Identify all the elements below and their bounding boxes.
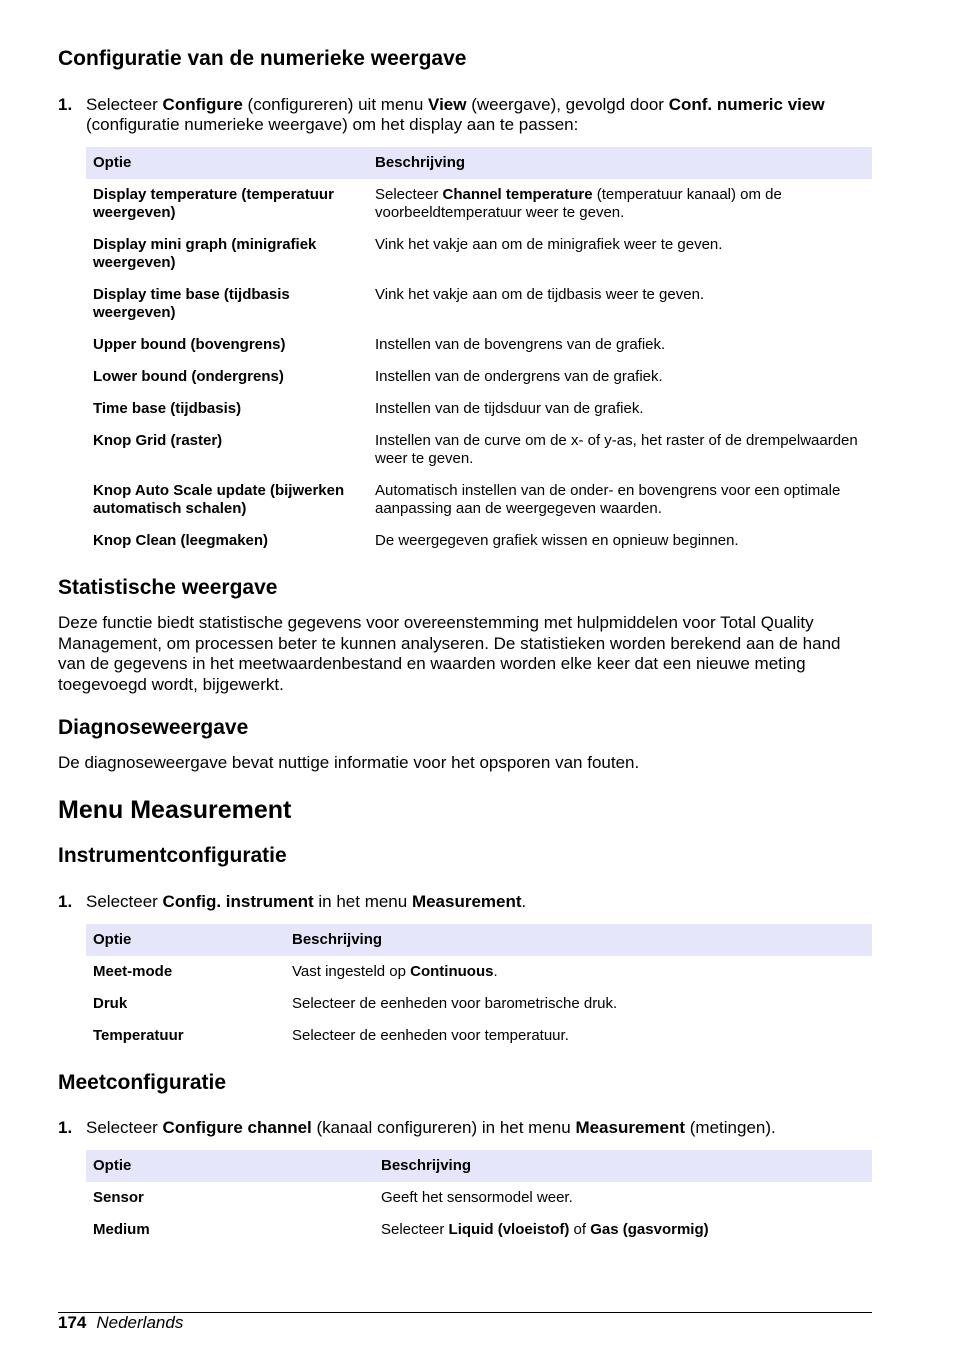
description-cell: Automatisch instellen van de onder- en bovengrens voor een optimale aanpassing aan de weergegeven waarden.	[375, 482, 841, 517]
step-text: Selecteer Configure channel (kanaal configureren) in het menu Measurement (metingen).	[86, 1118, 776, 1137]
step-number: 1.	[58, 892, 73, 911]
description-cell: Selecteer Liquid (vloeistof) of Gas (gasvormig)	[381, 1221, 709, 1238]
section-heading-diagnostics: Diagnoseweergave	[58, 716, 249, 739]
description-cell: Vink het vakje aan om de tijdbasis weer te geven.	[375, 286, 705, 303]
options-table-instrument	[86, 924, 872, 1052]
section-heading-statistics: Statistische weergave	[58, 576, 278, 599]
option-cell: Medium	[93, 1221, 150, 1238]
table-row	[86, 329, 872, 361]
column-header-description: Beschrijving	[374, 1150, 872, 1182]
table-row	[86, 956, 872, 988]
description-cell: Vink het vakje aan om de minigrafiek weer te geven.	[375, 236, 723, 253]
description-cell: Selecteer de eenheden voor temperatuur.	[292, 1027, 569, 1044]
table-row	[86, 229, 872, 279]
option-cell: Druk	[93, 995, 128, 1012]
column-header-option: Optie	[86, 924, 285, 956]
option-cell: Display mini graph (minigrafiek weergeven)	[93, 236, 317, 271]
description-cell: Instellen van de bovengrens van de grafiek.	[375, 336, 666, 353]
options-table-numeric	[86, 147, 872, 557]
page-footer	[58, 1312, 183, 1333]
option-cell: Knop Clean (leegmaken)	[93, 532, 269, 549]
option-cell: Temperatuur	[93, 1027, 184, 1044]
step-text: Selecteer Configure (configureren) uit menu View (weergave), gevolgd door Conf. numeric view (configuratie numerieke weergave) om het display aan te passen:	[86, 95, 825, 134]
table-header-row	[86, 1150, 872, 1182]
section-heading-instrument: Instrumentconfiguratie	[58, 844, 287, 867]
option-cell: Display temperature (temperatuur weergeven)	[93, 186, 334, 221]
description-cell: Selecteer de eenheden voor barometrische druk.	[292, 995, 618, 1012]
option-cell: Sensor	[93, 1189, 144, 1206]
table-row	[86, 475, 872, 525]
section-heading-numeric: Configuratie van de numerieke weergave	[58, 47, 467, 70]
column-header-description: Beschrijving	[285, 924, 872, 956]
section-heading-measurement: Meetconfiguratie	[58, 1071, 227, 1094]
diagnostics-paragraph: De diagnoseweergave bevat nuttige informatie voor het opsporen van fouten.	[58, 753, 640, 772]
step-numeric	[58, 95, 872, 135]
table-row	[86, 1214, 872, 1246]
option-cell: Display time base (tijdbasis weergeven)	[93, 286, 290, 321]
table-row	[86, 179, 872, 229]
step-number: 1.	[58, 95, 73, 114]
option-cell: Lower bound (ondergrens)	[93, 368, 284, 385]
step-measurement	[58, 1118, 872, 1138]
step-number: 1.	[58, 1118, 73, 1137]
chapter-heading-menu-measurement: Menu Measurement	[58, 796, 292, 824]
column-header-option: Optie	[86, 147, 368, 179]
table-header-row	[86, 924, 872, 956]
step-text: Selecteer Config. instrument in het menu Measurement.	[86, 892, 527, 911]
description-cell: Selecteer Channel temperature (temperatuur kanaal) om de voorbeeldtemperatuur weer te geven.	[375, 186, 782, 221]
column-header-description: Beschrijving	[368, 147, 872, 179]
description-cell: Vast ingesteld op Continuous.	[292, 963, 498, 980]
table-row	[86, 525, 872, 557]
option-cell: Knop Grid (raster)	[93, 432, 223, 449]
description-cell: Instellen van de ondergrens van de grafiek.	[375, 368, 663, 385]
option-cell: Knop Auto Scale update (bijwerken automatisch schalen)	[93, 482, 345, 517]
options-table-measurement	[86, 1150, 872, 1246]
table-row	[86, 988, 872, 1020]
option-cell: Meet-mode	[93, 963, 173, 980]
description-cell: Instellen van de tijdsduur van de grafiek.	[375, 400, 644, 417]
description-cell: Geeft het sensormodel weer.	[381, 1189, 573, 1206]
footer-language: Nederlands	[96, 1313, 184, 1332]
description-cell: De weergegeven grafiek wissen en opnieuw beginnen.	[375, 532, 739, 549]
page-number: 174	[58, 1313, 87, 1332]
table-row	[86, 279, 872, 329]
table-row	[86, 1182, 872, 1214]
table-row	[86, 1020, 872, 1052]
option-cell: Time base (tijdbasis)	[93, 400, 242, 417]
step-instrument	[58, 892, 872, 912]
option-cell: Upper bound (bovengrens)	[93, 336, 286, 353]
statistics-paragraph: Deze functie biedt statistische gegevens voor overeenstemming met hulpmiddelen voor Total Quality Management, om processen beter te kunnen analyseren. De statistieken worden berekend aan de hand van de gegevens in het meetwaardenbestand en waarden worden elke keer dat een nieuwe meting toegevoegd wordt, bijgewerkt.	[58, 613, 841, 695]
table-row	[86, 361, 872, 393]
table-header-row	[86, 147, 872, 179]
table-row	[86, 425, 872, 475]
column-header-option: Optie	[86, 1150, 374, 1182]
table-row	[86, 393, 872, 425]
description-cell: Instellen van de curve om de x- of y-as, het raster of de drempelwaarden weer te geven.	[375, 432, 858, 467]
